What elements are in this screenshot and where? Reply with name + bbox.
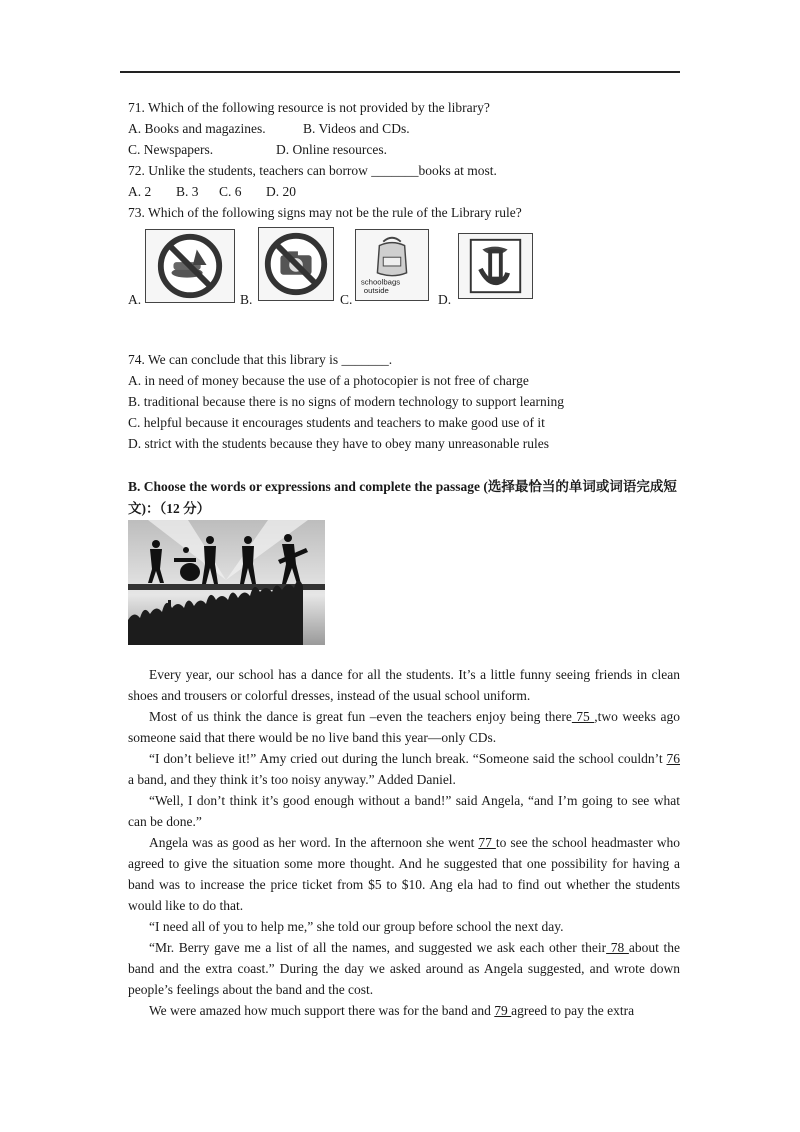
q72-stem: 72. Unlike the students, teachers can borrow _______books at most. bbox=[128, 163, 497, 178]
q71-option-d: D. Online resources. bbox=[276, 142, 387, 157]
quiet-sign bbox=[458, 233, 533, 299]
q72-option-d: D. 20 bbox=[266, 184, 296, 199]
sign-text-outside: outside bbox=[363, 286, 389, 296]
band-silhouette-image bbox=[128, 520, 325, 645]
p3-text-end: a band, and they think it’s too noisy anyway.” Added Daniel. bbox=[128, 772, 456, 787]
q74-option-c: C. helpful because it encourages students and teachers to make good use of it bbox=[128, 415, 545, 430]
passage-paragraph-3 bbox=[128, 748, 680, 790]
p3-text-start: “I don’t believe it!” Amy cried out during the lunch break. “Someone said the school couldn’t bbox=[149, 751, 667, 766]
p7-text-start: “Mr. Berry gave me a list of all the names, and suggested we ask each other their bbox=[149, 940, 607, 955]
q74-option-b: B. traditional because there is no signs of modern technology to support learning bbox=[128, 394, 565, 409]
q73-stem: 73. Which of the following signs may not be the rule of the Library rule? bbox=[128, 205, 522, 220]
passage-paragraph-1: Every year, our school has a dance for all the students. It’s a little funny seeing friends in clean shoes and trousers or colorful dresses, instead of the usual school uniform. bbox=[128, 667, 680, 703]
passage-paragraph-4: “Well, I don’t think it’s good enough without a band!” said Angela, “and I’m going to see what can be done.” bbox=[128, 793, 680, 829]
p5-text-start: Angela was as good as her word. In the afternoon she went bbox=[149, 835, 479, 850]
q73-option-d: D. bbox=[438, 292, 452, 307]
blank-77: 77 bbox=[478, 835, 496, 850]
q72-option-a: A. 2 bbox=[128, 184, 152, 199]
concert-photo bbox=[128, 520, 325, 645]
passage-paragraph-2 bbox=[128, 706, 680, 748]
quiet-lips-icon bbox=[459, 234, 532, 298]
passage-paragraph-8 bbox=[128, 1000, 680, 1021]
q71-option-a: A. Books and magazines. bbox=[128, 121, 266, 136]
p2-text-end: ,two weeks ago someone said that there would be no live band this year—only CDs. bbox=[128, 709, 680, 745]
p8-text-end: agreed to pay the extra bbox=[511, 1003, 635, 1018]
q72-option-c: C. 6 bbox=[219, 184, 242, 199]
p8-text-start: We were amazed how much support there was for the band and bbox=[149, 1003, 495, 1018]
q71-stem: 71. Which of the following resource is not provided by the library? bbox=[128, 100, 490, 115]
passage-paragraph-7 bbox=[128, 937, 680, 1000]
sign-text-schoolbags: schoolbags bbox=[360, 277, 401, 287]
header-rule bbox=[120, 71, 680, 73]
blank-75: 75 bbox=[571, 709, 595, 724]
q74-option-a: A. in need of money because the use of a photocopier is not free of charge bbox=[128, 373, 529, 388]
q74-stem: 74. We can conclude that this library is _______. bbox=[128, 352, 393, 367]
q74-option-d: D. strict with the students because they have to obey many unreasonable rules bbox=[128, 436, 550, 451]
no-camera-sign bbox=[258, 227, 334, 301]
blank-79: 79 bbox=[494, 1003, 512, 1018]
q72-option-b: B. 3 bbox=[176, 184, 199, 199]
p2-text-start: Most of us think the dance is great fun –even the teachers enjoy being there bbox=[149, 709, 572, 724]
no-food-icon bbox=[146, 230, 234, 302]
p5-text-end: to see the school headmaster who agreed to give the situation some more thought. And he suggested that one possibility for having a band was to increase the price ticket from $5 to $10. Ang ela had to find out whether the students would like to do that. bbox=[128, 835, 681, 913]
section-b-heading: B. Choose the words or expressions and complete the passage (选择最恰当的单词或词语完成短文)：（12 分） bbox=[128, 479, 677, 516]
passage-paragraph-6: “I need all of you to help me,” she told our group before school the next day. bbox=[149, 919, 564, 934]
passage-paragraph-5 bbox=[128, 832, 680, 916]
q73-option-c: C. bbox=[340, 292, 353, 307]
q71-option-b: B. Videos and CDs. bbox=[303, 121, 410, 136]
blank-78: 78 bbox=[606, 940, 629, 955]
schoolbag-icon bbox=[356, 230, 428, 300]
q73-option-a: A. bbox=[128, 292, 142, 307]
blank-76: 76 bbox=[666, 751, 680, 766]
q73-option-b: B. bbox=[240, 292, 253, 307]
schoolbags-outside-sign bbox=[355, 229, 429, 301]
q71-option-c: C. Newspapers. bbox=[128, 142, 214, 157]
no-food-sign bbox=[145, 229, 235, 303]
no-camera-icon bbox=[259, 228, 333, 300]
p7-text-end: about the band and the extra coast.” During the day we asked around as Angela suggested, and wrote down people’s feelings about the band and the cost. bbox=[128, 940, 681, 997]
